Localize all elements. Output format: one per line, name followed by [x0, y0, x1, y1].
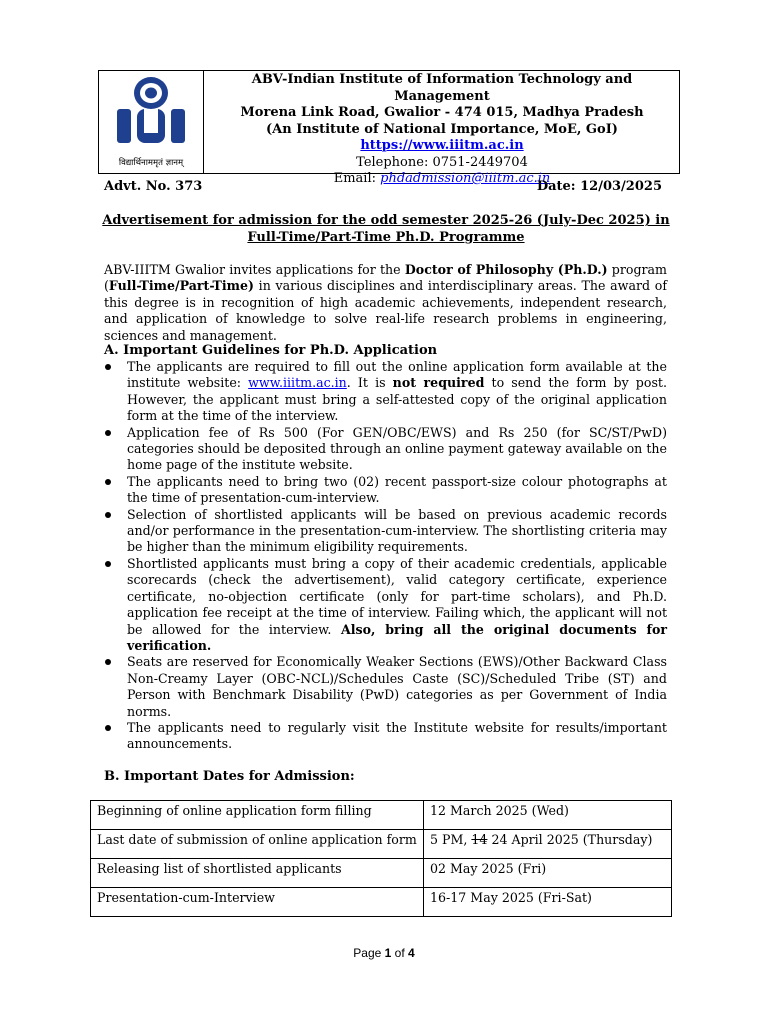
intro-bold: Doctor of Philosophy (Ph.D.) [404, 262, 608, 277]
event-cell: Presentation-cum-Interview [91, 888, 424, 917]
date-cell: 02 May 2025 (Fri) [424, 859, 672, 888]
date-cell [424, 830, 672, 859]
advertisement-title [98, 212, 674, 246]
list-item [104, 720, 667, 753]
logo-motto: विद्यार्थिनाममृतं ज्ञानम् [118, 158, 184, 168]
bullet-icon [105, 725, 111, 731]
page-total: 4 [408, 946, 415, 960]
table-row [91, 859, 672, 888]
intro-text: ABV-IIITM Gwalior invites applications for the [104, 262, 405, 277]
intro-text: in various disciplines and interdisciplinary areas. The award of this degree is in recognition of high academic achievements, independent research, and application of knowledge to solve real-life research problems in engineering, sciences and management. [104, 278, 667, 343]
list-item [104, 654, 667, 720]
list-item [104, 474, 667, 507]
website-link[interactable]: www.iiitm.ac.in [248, 375, 347, 391]
list-item [104, 425, 667, 474]
item-text: The applicants need to bring two (02) recent passport-size colour photographs at the time of presentation-cum-interview. [127, 473, 667, 506]
bullet-icon [105, 479, 111, 485]
item-text: Application fee of Rs 500 (For GEN/OBC/EWS) and Rs 250 (for SC/ST/PwD) categories should be deposited through an online payment gateway available on the home page of the institute website. [127, 424, 667, 473]
intro-text: program ( [104, 262, 668, 294]
email-link[interactable]: phdadmission@iiitm.ac.in [380, 171, 551, 186]
list-item [104, 556, 667, 654]
section-b-heading: B. Important Dates for Admission: [104, 769, 355, 784]
institute-address: Morena Link Road, Gwalior - 474 015, Madhya Pradesh [240, 105, 644, 120]
important-dates-table [90, 800, 672, 917]
title-line-2: Full-Time/Part-Time Ph.D. Programme [247, 230, 525, 245]
telephone: Telephone: 0751-2449704 [356, 154, 528, 170]
title-line-1: Advertisement for admission for the odd semester 2025-26 (July-Dec 2025) in [102, 213, 670, 228]
bullet-icon [105, 659, 111, 665]
bullet-icon [105, 430, 111, 436]
section-a-heading: A. Important Guidelines for Ph.D. Application [104, 343, 438, 358]
institute-logo [99, 71, 204, 173]
event-cell: Last date of submission of online application form [91, 830, 424, 859]
logo-emblem-icon [103, 73, 199, 157]
date-cell: 12 March 2025 (Wed) [424, 801, 672, 830]
intro-bold: Full-Time/Part-Time) [108, 278, 254, 294]
item-bold: Also, bring all the original documents for verification. [127, 621, 667, 653]
bullet-icon [105, 512, 111, 518]
item-text: . It is [346, 375, 393, 391]
page-number: 1 [384, 946, 392, 960]
item-text: Seats are reserved for Economically Weaker Sections (EWS)/Other Backward Class Non-Creamy Layer (OBC-NCL)/Schedules Caste (SC)/Scheduled Tribe (ST) and Person with Benchmark Disability (PwD) categories as per Government of India norms. [127, 654, 667, 719]
list-item [104, 507, 667, 556]
letterhead [98, 70, 680, 186]
email-label: Email: [333, 171, 381, 186]
table-row [91, 801, 672, 830]
bullet-icon [105, 561, 111, 567]
page-footer [0, 946, 768, 960]
item-text: The applicants are required to fill out the online application form available at the institute website: [127, 359, 667, 391]
date-text: 24 April 2025 (Thursday) [487, 832, 653, 847]
website-link[interactable]: https://www.iiitm.ac.in [360, 138, 524, 153]
page-label: of [391, 946, 409, 960]
institute-status: (An Institute of National Importance, MoE, GoI) [266, 121, 618, 137]
item-text: to send the form by post. However, the applicant must bring a self-attested copy of the original application form at the time of the interview. [127, 375, 667, 424]
struck-date: 14 [471, 832, 488, 847]
guidelines-list [104, 359, 667, 753]
item-text: The applicants need to regularly visit the Institute website for results/important announcements. [127, 719, 667, 752]
date-text: 5 PM, [430, 832, 472, 847]
page-label: Page [353, 946, 385, 960]
institute-details [205, 72, 679, 188]
institute-name: ABV-Indian Institute of Information Technology and Management [251, 72, 633, 104]
advt-number: Advt. No. 373 [104, 179, 203, 194]
event-cell: Beginning of online application form filling [91, 801, 424, 830]
list-item [104, 359, 667, 425]
intro-paragraph [104, 262, 667, 344]
item-bold: not required [392, 375, 485, 391]
table-row [91, 888, 672, 917]
advt-date: Date: 12/03/2025 [536, 179, 662, 194]
date-cell: 16-17 May 2025 (Fri-Sat) [424, 888, 672, 917]
item-text: Selection of shortlisted applicants will be based on previous academic records and/or performance in the presentation-cum-interview. The shortlisting criteria may be higher than the minimum eligibility requirements. [127, 506, 667, 555]
table-row [91, 830, 672, 859]
bullet-icon [105, 364, 111, 370]
event-cell: Releasing list of shortlisted applicants [91, 859, 424, 888]
item-text: Shortlisted applicants must bring a copy of their academic credentials, applicable scorecards (check the advertisement), valid category certificate, experience certificate, no-objection certificate (only for part-time scholars), and Ph.D. application fee receipt at the time of interview. Failing which, the applicant will not be allowed for the interview. [127, 555, 667, 637]
